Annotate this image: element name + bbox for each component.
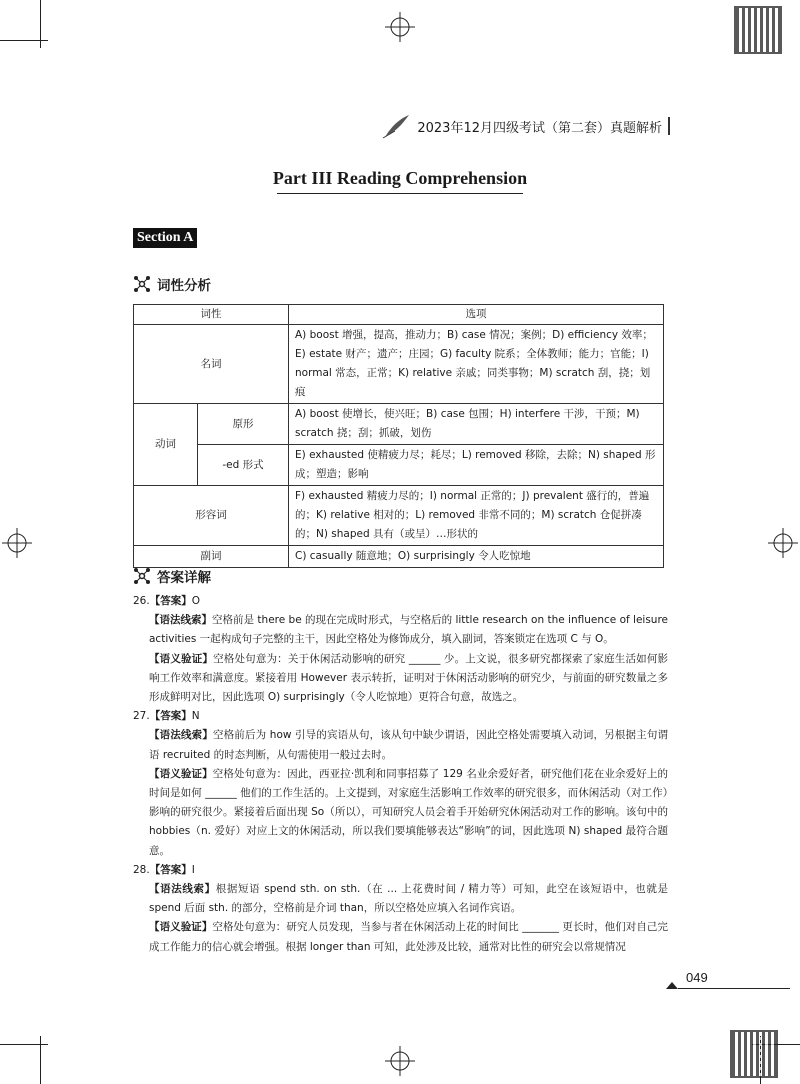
crop-mark <box>0 40 48 41</box>
crop-mark <box>40 1036 41 1084</box>
qr-code-icon <box>730 1030 778 1078</box>
options-cell: F) exhausted 精疲力尽的；I) normal 正常的；J) prevalent 盛行的，普遍的；K) relative 相对的；L) removed 非常不同的；M) scratch 仓促拼凑的；N) shaped 具有（或呈）…形状的 <box>289 486 664 546</box>
table-row <box>134 445 664 486</box>
explanation-text: 根据短语 spend sth. on sth.（在 ... 上花费时间 / 精力等）可知，此空在该短语中，也就是 spend 后面 sth. 的部分，空格前是介词 than，所以空格处应填入名词作宾语。 <box>149 883 668 915</box>
part-title <box>0 168 800 194</box>
explanation-paragraph <box>149 726 668 764</box>
registration-mark-icon <box>768 528 798 558</box>
header-divider <box>668 117 670 135</box>
explanation-tag: 【语义验证】 <box>149 652 214 665</box>
quill-icon <box>381 113 411 139</box>
table-row <box>134 546 664 568</box>
answer-line <box>133 592 668 611</box>
header-cell: 选项 <box>289 305 664 325</box>
molecule-icon <box>133 567 151 585</box>
question-number: 27. <box>133 710 150 723</box>
table-row <box>134 325 664 404</box>
registration-mark-icon <box>385 1046 415 1076</box>
explanation-text: 空格处句意为：关于休闲活动影响的研究 ______ 少。上文说，很多研究都探索了家庭生活如何影响工作效率和满意度。紧接着用 However 表示转折，证明对于休闲活动影响的研究少，与前面的研究数量之多形成鲜明对比，因此选项 O) surprisingly（令人吃惊地）更符合句意，故选之。 <box>149 652 668 704</box>
pos-label: 动词 <box>134 404 198 486</box>
page-number <box>670 968 710 990</box>
table-row <box>134 486 664 546</box>
question-number: 28. <box>133 863 150 876</box>
answers-title: 答案详解 <box>157 570 211 586</box>
triangle-icon <box>666 982 678 989</box>
pos-label: 形容词 <box>134 486 289 546</box>
explanation-text: 空格处句意为：研究人员发现，当参与者在休闲活动上花的时间比 _______ 更长时，他们对自己完成工作能力的信心就会增强。根据 longer than 可知，此处涉及比较，通常对比性的研究会以常规情况 <box>149 921 668 953</box>
explanation-paragraph <box>149 918 668 956</box>
explanation-text: 空格前后为 how 引导的宾语从句，该从句中缺少谓语，因此空格处需要填入动词，另根据主句谓语 recruited 的时态判断，从句需使用一般过去时。 <box>149 729 669 761</box>
explanation-tag: 【语义验证】 <box>149 921 213 934</box>
footer-rule <box>678 988 790 989</box>
table-header-row <box>134 305 664 325</box>
options-cell: E) exhausted 使精疲力尽；耗尽；L) removed 移除，去除；N) shaped 形成；塑造；影响 <box>289 445 664 486</box>
part-of-speech-table <box>133 304 664 568</box>
question-number: 26. <box>133 595 150 607</box>
pos-sublabel: -ed 形式 <box>198 445 289 486</box>
answer-line <box>133 707 668 726</box>
explanation-paragraph <box>149 650 668 708</box>
registration-mark-icon <box>2 528 32 558</box>
pos-label: 副词 <box>134 546 289 568</box>
explanation-paragraph <box>149 765 668 861</box>
pos-sublabel: 原形 <box>198 404 289 445</box>
options-cell: A) boost 增强，提高，推动力；B) case 情况；案例；D) efficiency 效率；E) estate 财产；遗产；庄园；G) faculty 院系；全体教师；能力；官能；I) normal 常态，正常；K) relative 亲戚；同类事物；M) scratch 刮，挠；划痕 <box>289 325 664 404</box>
explanation-text: 空格前是 there be 的现在完成时形式，与空格后的 little research on the influence of leisure activities 一起构成句子完整的主干，因此空格处为修饰成分，填入副词，答案锁定在选项 C 与 O。 <box>149 614 668 646</box>
answer-letter: I <box>191 863 195 876</box>
explanation-tag: 【语义验证】 <box>149 767 213 780</box>
table-row <box>134 404 664 445</box>
word-analysis-title: 词性分析 <box>157 278 211 294</box>
running-header <box>380 112 670 140</box>
answer-line <box>133 861 668 880</box>
answer-explanations <box>133 592 668 957</box>
explanation-tag: 【语法线索】 <box>149 614 213 627</box>
part-title-text: Part III Reading Comprehension <box>272 168 528 188</box>
answer-letter: O <box>191 595 200 607</box>
explanation-paragraph <box>149 611 668 649</box>
molecule-icon <box>133 275 151 293</box>
answers-heading <box>133 566 211 586</box>
options-cell: C) casually 随意地；O) surprisingly 令人吃惊地 <box>289 546 664 568</box>
explanation-text: 空格处句意为：因此，西亚拉·凯利和同事招募了 129 名业余爱好者，研究他们花在业余爱好上的时间是如何 ______ 他们的工作生活的。上文提到，对家庭生活影响工作效率的研究很多，而休闲活动（对工作）影响的研究很少。紧接着后面出现 So（所以），可知研究人员会着手开始研究休闲活动对工作的影响。该句中的 hobbies（n. 爱好）对应上文的休闲活动，所以我们要填能够表达“影响”的词，因此选项 N) shaped 最符合题意。 <box>149 767 668 857</box>
answer-tag: 【答案】 <box>149 863 192 876</box>
explanation-tag: 【语法线索】 <box>149 729 213 742</box>
qr-code-icon <box>734 6 782 54</box>
answer-letter: N <box>191 710 200 723</box>
page-number-text: 049 <box>686 970 708 985</box>
answer-tag: 【答案】 <box>149 595 192 607</box>
answer-tag: 【答案】 <box>149 710 192 723</box>
header-title: 2023年12月四级考试（第二套）真题解析 <box>417 120 662 136</box>
word-analysis-heading <box>133 274 211 294</box>
explanation-paragraph <box>149 880 668 918</box>
options-cell: A) boost 使增长，使兴旺；B) case 包围；H) interfere 干涉，干预；M) scratch 挠；刮；抓破，划伤 <box>289 404 664 445</box>
header-cell: 词性 <box>134 305 289 325</box>
explanation-tag: 【语法线索】 <box>149 883 216 896</box>
pos-label: 名词 <box>134 325 289 404</box>
registration-mark-icon <box>385 12 415 42</box>
section-badge: Section A <box>133 228 197 248</box>
title-underline <box>277 193 523 194</box>
